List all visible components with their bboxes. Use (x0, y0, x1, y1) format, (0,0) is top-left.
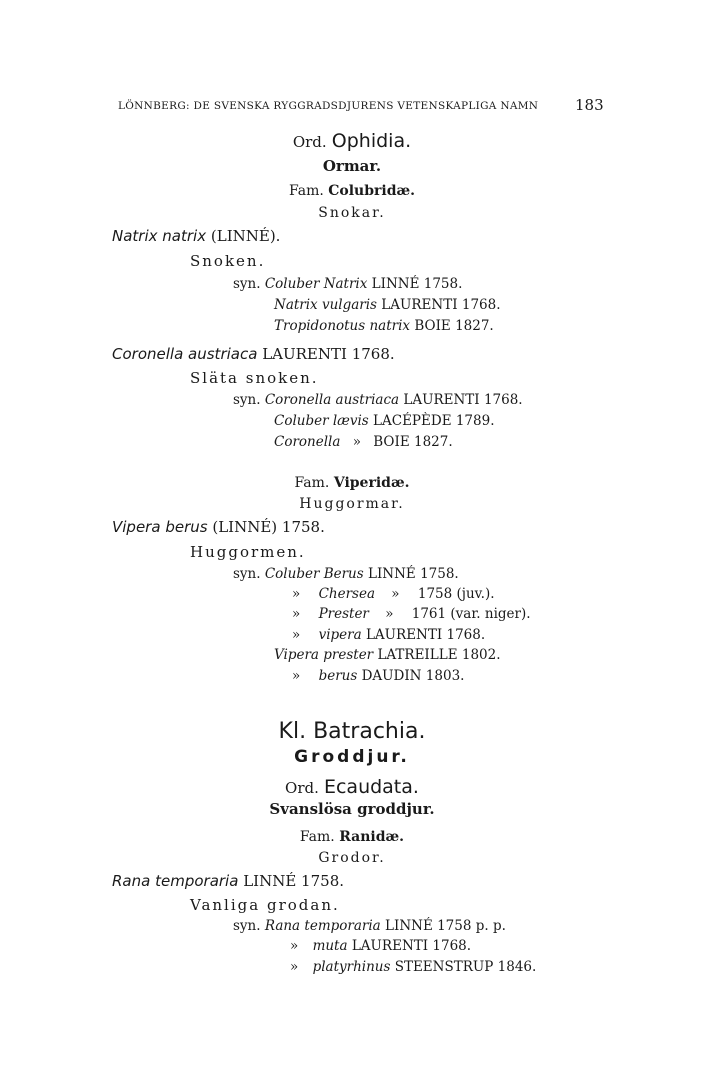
species-coronella-austriaca (112, 345, 395, 363)
family-name: Ranidæ. (339, 829, 405, 845)
family-swedish-name: Huggormar. (299, 496, 405, 512)
synonym-line: syn. Rana temporaria LINNÉ 1758 p. p. (233, 918, 506, 934)
species-vipera-berus (112, 518, 325, 536)
species-epithet: natrix (162, 227, 207, 245)
genus: Vipera (112, 518, 161, 536)
synonym-line: » vipera LAURENTI 1768. (292, 627, 486, 643)
species-epithet: berus (165, 518, 208, 536)
order-name: Ecaudata. (323, 776, 419, 798)
family-name: Viperidæ. (333, 475, 410, 491)
species-author: (LINNÉ) 1758. (212, 518, 325, 536)
page-number: 183 (575, 96, 604, 114)
genus: Rana (112, 872, 151, 890)
running-title: LÖNNBERG: DE SVENSKA RYGGRADSDJURENS VETENSKAPLIGA NAMN (118, 100, 539, 112)
family-swedish-name: Snokar. (318, 205, 386, 221)
family-prefix: Fam. (299, 829, 335, 845)
order-name: Ophidia. (331, 130, 412, 152)
genus: Natrix (112, 227, 158, 245)
common-name: Huggormen. (190, 543, 306, 561)
family-heading-viperidae (0, 475, 704, 491)
species-natrix-natrix (112, 227, 280, 245)
common-name: Snoken. (190, 252, 266, 270)
family-prefix: Fam. (294, 475, 330, 491)
class-heading-batrachia (0, 719, 704, 744)
order-prefix: Ord. (285, 779, 319, 797)
class-prefix: Kl. (278, 719, 307, 744)
synonym-line: Coronella » BOIE 1827. (274, 434, 453, 450)
synonym-line: syn. Coluber Berus LINNÉ 1758. (233, 566, 459, 582)
common-name: Vanliga grodan. (190, 896, 340, 914)
order-heading-ophidia (0, 130, 704, 152)
species-epithet: temporaria (155, 872, 239, 890)
species-author: LAURENTI 1768. (262, 345, 395, 363)
family-name: Colubridæ. (328, 183, 416, 199)
synonym-line: » berus DAUDIN 1803. (292, 668, 465, 684)
species-author: (LINNÉ). (210, 227, 281, 245)
species-rana-temporaria (112, 872, 344, 890)
family-heading-ranidae (0, 829, 704, 845)
species-epithet: austriaca (188, 345, 258, 363)
common-name: Släta snoken. (190, 369, 319, 387)
synonym-line: » platyrhinus STEENSTRUP 1846. (290, 959, 537, 975)
class-name: Batrachia. (313, 719, 426, 744)
order-swedish-name: Ormar. (322, 157, 382, 175)
synonym-line: syn. Coronella austriaca LAURENTI 1768. (233, 392, 523, 408)
synonym-line: Vipera prester LATREILLE 1802. (274, 647, 501, 663)
order-prefix: Ord. (292, 133, 327, 151)
genus: Coronella (112, 345, 184, 363)
synonym-line: Tropidonotus natrix BOIE 1827. (274, 318, 494, 334)
synonym-line: Coluber lævis LACÉPÈDE 1789. (274, 413, 495, 429)
family-heading-colubridae (0, 183, 704, 199)
synonym-line: » Prester » 1761 (var. niger). (292, 606, 531, 622)
class-swedish-name: Groddjur. (294, 747, 410, 767)
family-prefix: Fam. (288, 183, 324, 199)
species-author: LINNÉ 1758. (243, 872, 344, 890)
synonym-line: » Chersea » 1758 (juv.). (292, 586, 495, 602)
synonym-line: » muta LAURENTI 1768. (290, 938, 472, 954)
order-heading-ecaudata (0, 776, 704, 798)
synonym-line: Natrix vulgaris LAURENTI 1768. (274, 297, 501, 313)
synonym-line: syn. Coluber Natrix LINNÉ 1758. (233, 276, 463, 292)
family-swedish-name: Grodor. (318, 850, 386, 866)
order-swedish-name: Svanslösa groddjur. (269, 800, 435, 818)
